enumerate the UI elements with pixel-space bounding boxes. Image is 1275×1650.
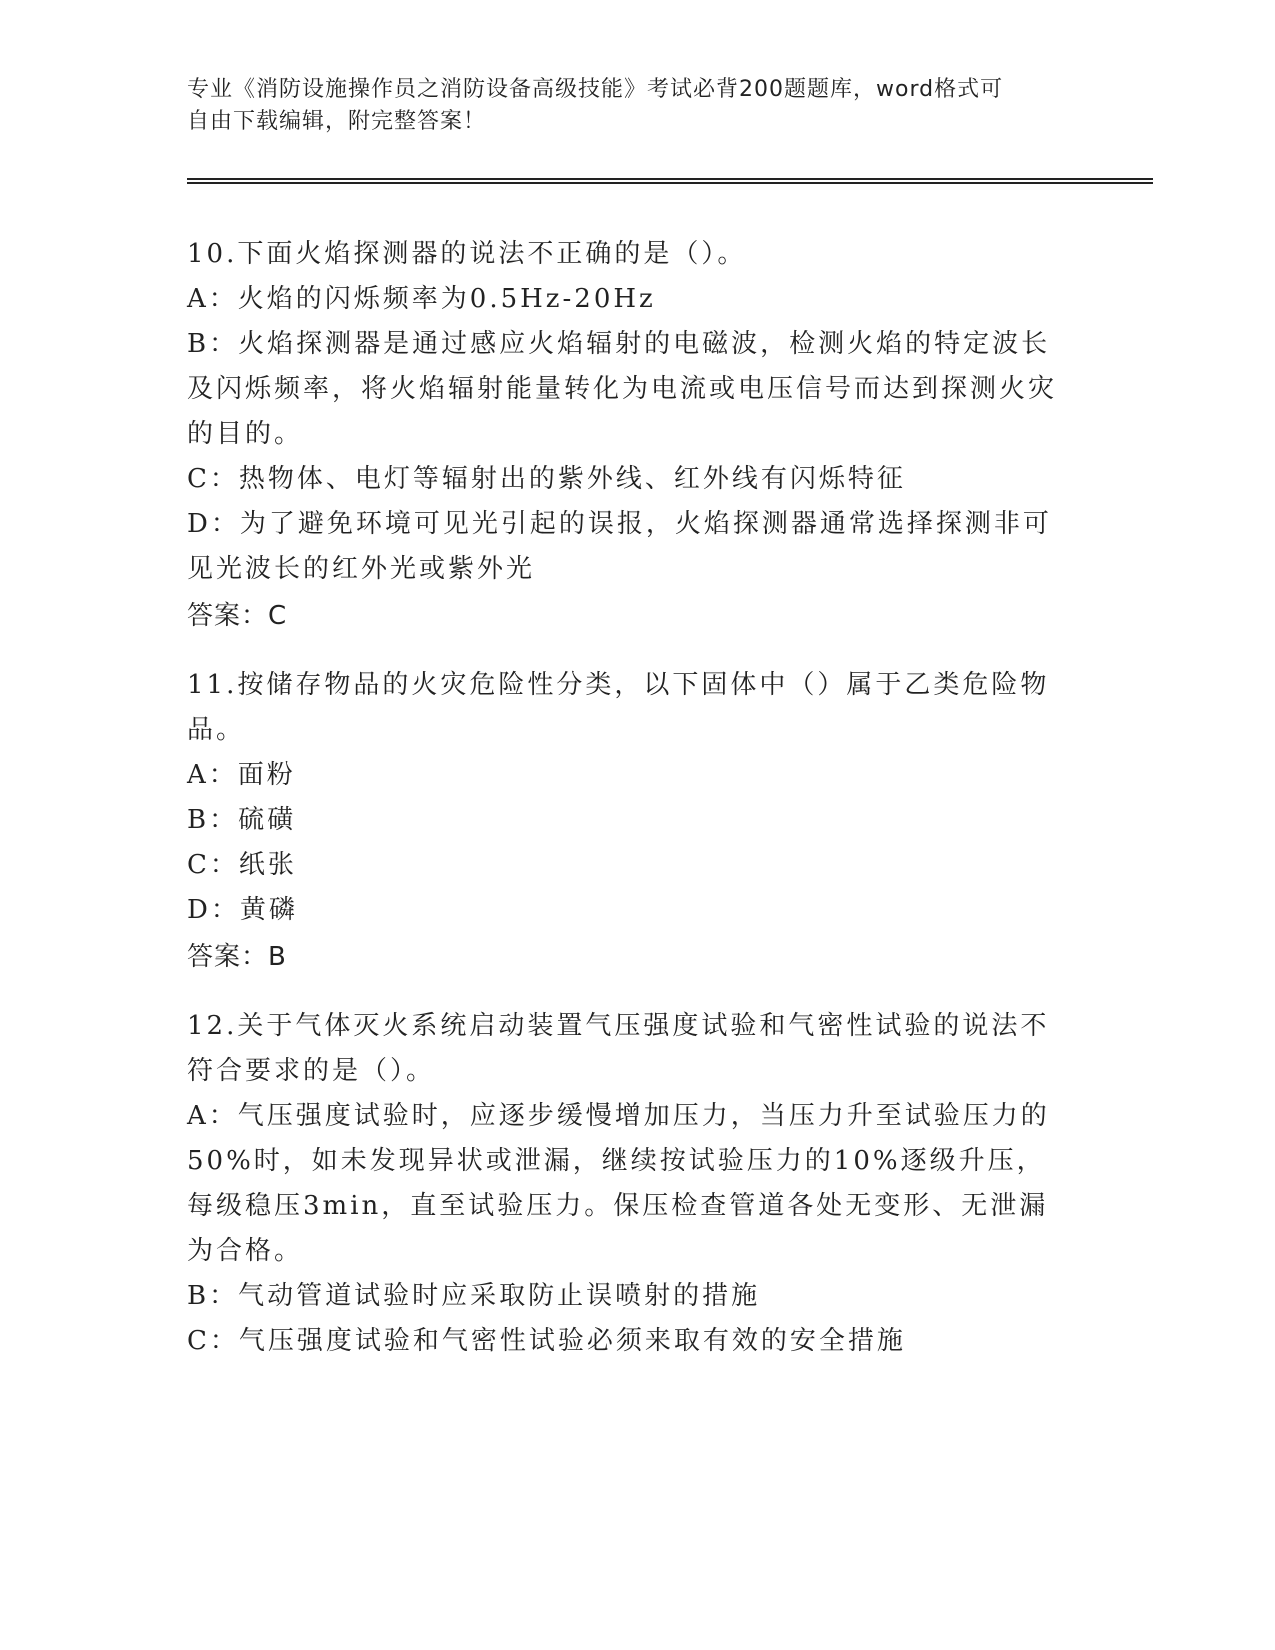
document-header xyxy=(187,74,1067,138)
question-list xyxy=(187,232,1067,1388)
question-stem: 10.下面火焰探测器的说法不正确的是（）。 xyxy=(187,239,747,269)
question-10 xyxy=(187,232,1067,639)
option-b: B：火焰探测器是通过感应火焰辐射的电磁波，检测火焰的特定波长及闪烁频率，将火焰辐射能量转化为电流或电压信号而达到探测火灾的目的。 xyxy=(187,329,1058,449)
answer-label: 答案：B xyxy=(187,942,287,972)
option-c: C：气压强度试验和气密性试验必须来取有效的安全措施 xyxy=(187,1326,906,1356)
question-stem: 12.关于气体灭火系统启动装置气压强度试验和气密性试验的说法不符合要求的是（）。 xyxy=(187,1011,1050,1086)
option-d: D：黄磷 xyxy=(187,895,298,925)
header-divider xyxy=(187,178,1153,184)
answer-label: 答案：C xyxy=(187,601,288,631)
option-b: B：硫磺 xyxy=(187,805,297,835)
option-d: D：为了避免环境可见光引起的误报，火焰探测器通常选择探测非可见光波长的红外光或紫外光 xyxy=(187,509,1052,584)
header-line-2: 自由下载编辑，附完整答案！ xyxy=(187,109,487,134)
option-b: B：气动管道试验时应采取防止误喷射的措施 xyxy=(187,1281,761,1311)
option-c: C：热物体、电灯等辐射出的紫外线、红外线有闪烁特征 xyxy=(187,464,906,494)
option-c: C：纸张 xyxy=(187,850,297,880)
option-a: A：气压强度试验时，应逐步缓慢增加压力，当压力升至试验压力的50%时，如未发现异状或泄漏，继续按试验压力的10%逐级升压，每级稳压3min，直至试验压力。保压检查管道各处无变形、无泄漏为合格。 xyxy=(187,1101,1050,1266)
question-12 xyxy=(187,1004,1067,1364)
question-11 xyxy=(187,663,1067,980)
header-line-1: 专业《消防设施操作员之消防设备高级技能》考试必背200题题库，word格式可 xyxy=(187,77,1004,102)
option-a: A：火焰的闪烁频率为0.5Hz-20Hz xyxy=(187,284,656,314)
option-a: A：面粉 xyxy=(187,760,296,790)
question-stem: 11.按储存物品的火灾危险性分类，以下固体中（）属于乙类危险物品。 xyxy=(187,670,1050,745)
